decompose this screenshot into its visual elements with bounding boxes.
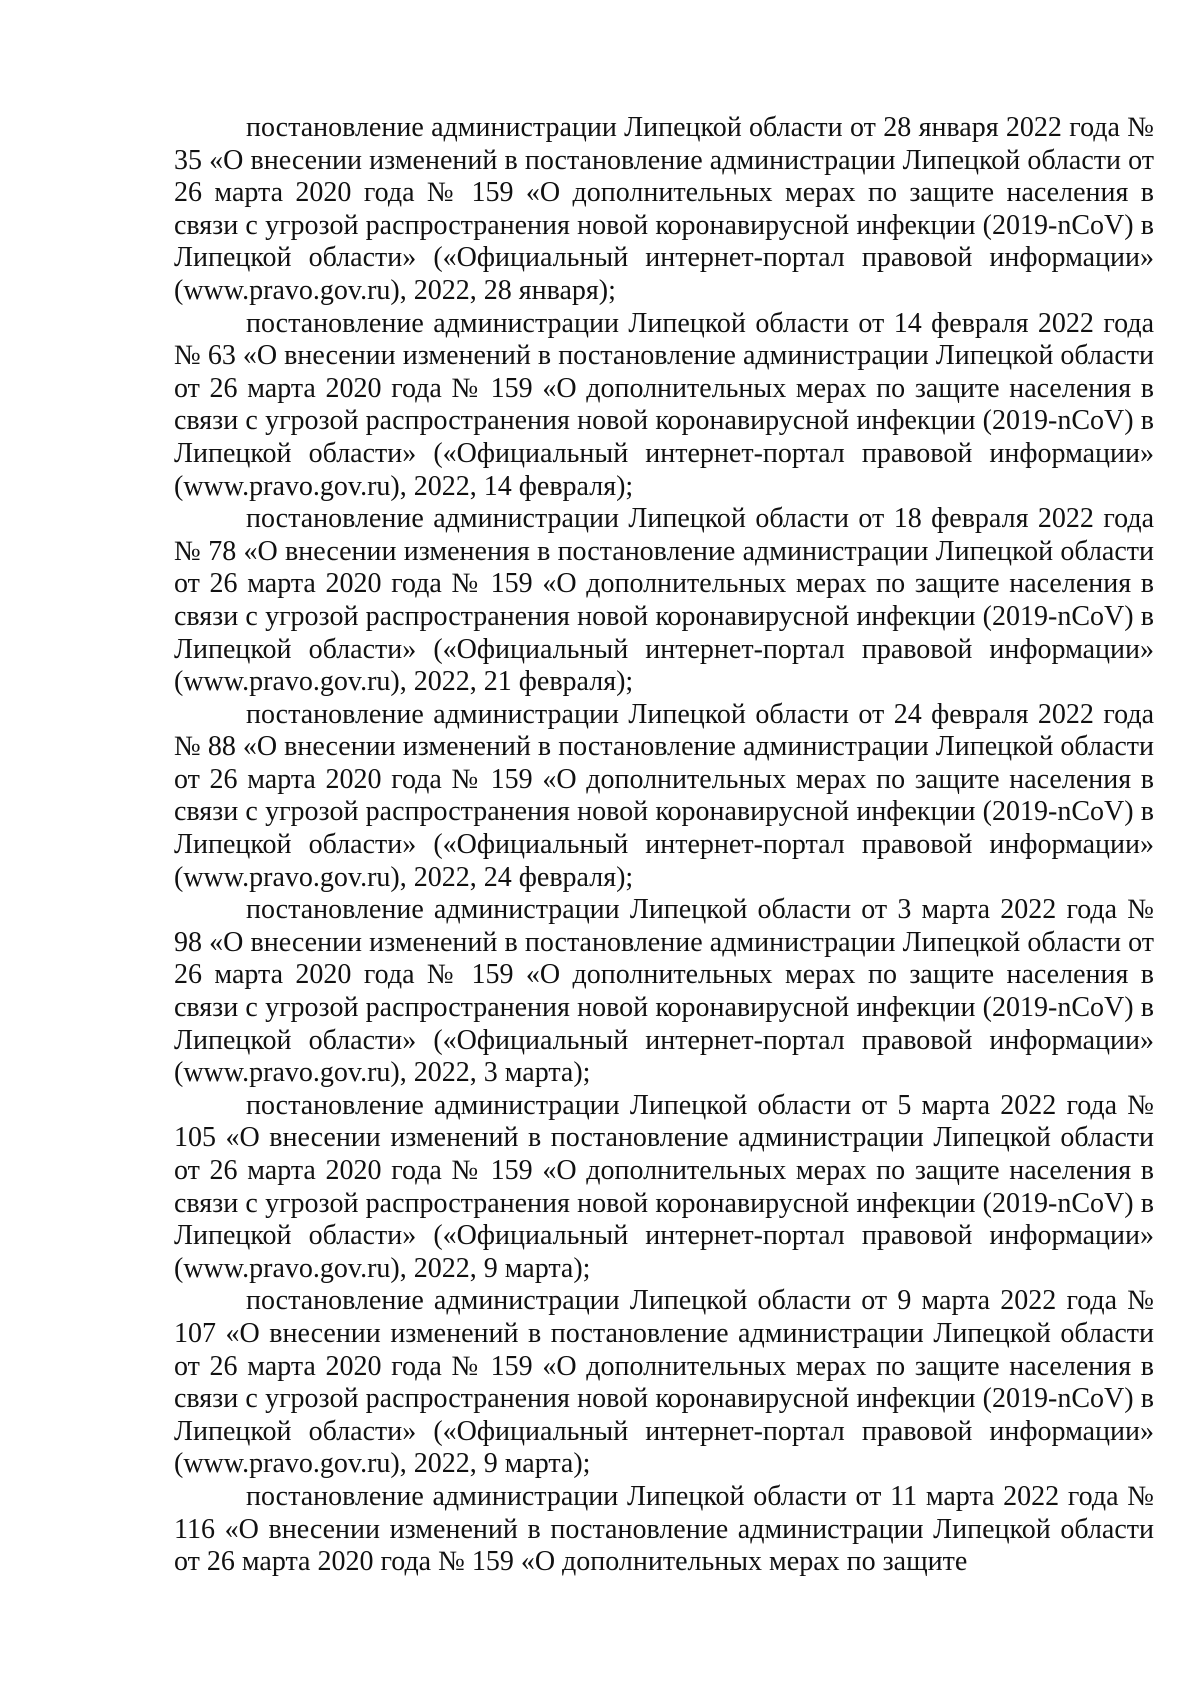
- paragraph-resolution-98: постановление администрации Липецкой области от 3 марта 2022 года № 98 «О внесении изменений в постановление администрации Липецкой области от 26 марта 2020 года № 159 «О дополнительных мерах по защите населения в связи с угрозой распространения новой коронавирусной инфекции (2019-nCoV) в Липецкой области» («Официальный интернет-портал правовой информации» (www.pravo.gov.ru), 2022, 3 марта);: [174, 894, 1154, 1089]
- paragraph-resolution-63: постановление администрации Липецкой области от 14 февраля 2022 года № 63 «О внесении изменений в постановление администрации Липецкой области от 26 марта 2020 года № 159 «О дополнительных мерах по защите населения в связи с угрозой распространения новой коронавирусной инфекции (2019-nCoV) в Липецкой области» («Официальный интернет-портал правовой информации» (www.pravo.gov.ru), 2022, 14 февраля);: [174, 307, 1154, 502]
- paragraph-resolution-35: постановление администрации Липецкой области от 28 января 2022 года № 35 «О внесении изменений в постановление администрации Липецкой области от 26 марта 2020 года № 159 «О дополнительных мерах по защите населения в связи с угрозой распространения новой коронавирусной инфекции (2019-nCoV) в Липецкой области» («Официальный интернет-портал правовой информации» (www.pravo.gov.ru), 2022, 28 января);: [174, 112, 1154, 306]
- paragraph-resolution-88: постановление администрации Липецкой области от 24 февраля 2022 года № 88 «О внесении изменений в постановление администрации Липецкой области от 26 марта 2020 года № 159 «О дополнительных мерах по защите населения в связи с угрозой распространения новой коронавирусной инфекции (2019-nCoV) в Липецкой области» («Официальный интернет-портал правовой информации» (www.pravo.gov.ru), 2022, 24 февраля);: [174, 698, 1154, 893]
- paragraph-resolution-116: постановление администрации Липецкой области от 11 марта 2022 года № 116 «О внесении изменений в постановление администрации Липецкой области от 26 марта 2020 года № 159 «О дополнительных мерах по защите: [174, 1480, 1154, 1578]
- paragraph-resolution-107: постановление администрации Липецкой области от 9 марта 2022 года № 107 «О внесении изменений в постановление администрации Липецкой области от 26 марта 2020 года № 159 «О дополнительных мерах по защите населения в связи с угрозой распространения новой коронавирусной инфекции (2019-nCoV) в Липецкой области» («Официальный интернет-портал правовой информации» (www.pravo.gov.ru), 2022, 9 марта);: [174, 1285, 1154, 1480]
- document-body: [174, 112, 1154, 1579]
- paragraph-resolution-105: постановление администрации Липецкой области от 5 марта 2022 года № 105 «О внесении изменений в постановление администрации Липецкой области от 26 марта 2020 года № 159 «О дополнительных мерах по защите населения в связи с угрозой распространения новой коронавирусной инфекции (2019-nCoV) в Липецкой области» («Официальный интернет-портал правовой информации» (www.pravo.gov.ru), 2022, 9 марта);: [174, 1089, 1154, 1284]
- paragraph-resolution-78: постановление администрации Липецкой области от 18 февраля 2022 года № 78 «О внесении изменения в постановление администрации Липецкой области от 26 марта 2020 года № 159 «О дополнительных мерах по защите населения в связи с угрозой распространения новой коронавирусной инфекции (2019-nCoV) в Липецкой области» («Официальный интернет-портал правовой информации» (www.pravo.gov.ru), 2022, 21 февраля);: [174, 503, 1154, 698]
